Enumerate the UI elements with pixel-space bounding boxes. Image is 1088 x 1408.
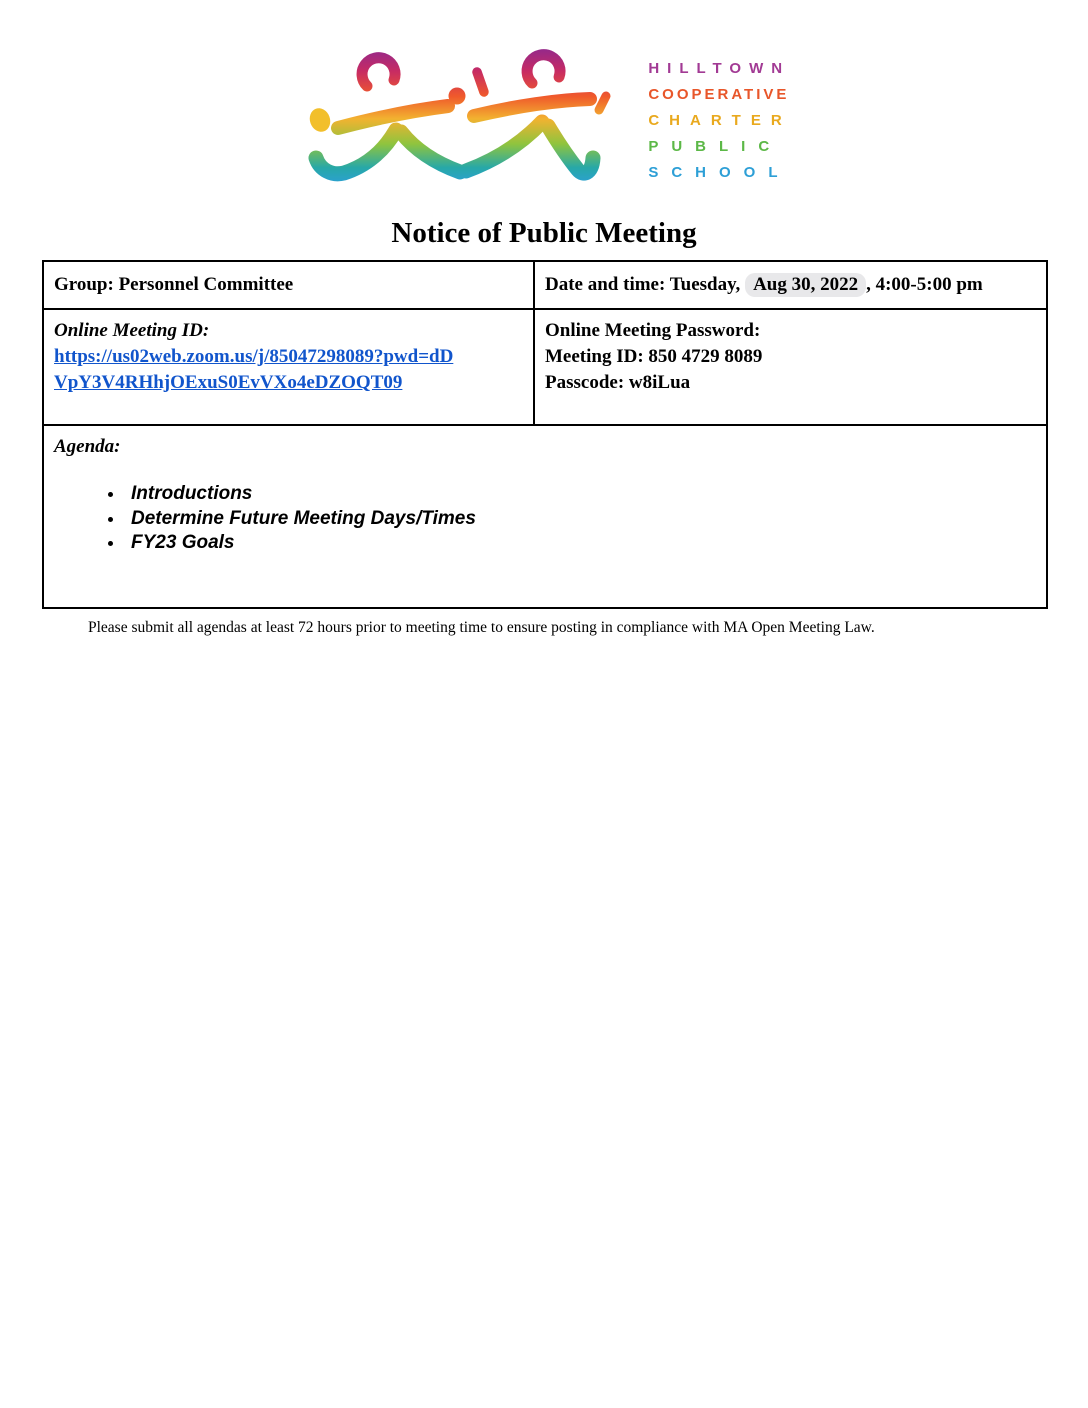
page-title: Notice of Public Meeting [391, 217, 697, 249]
zoom-meeting-link[interactable] [54, 346, 453, 393]
school-name-line: SCHOOL [648, 164, 791, 181]
agenda-item: • Determine Future Meeting Days/Times [125, 507, 1036, 532]
date-cell [534, 261, 1047, 309]
date-prefix: Date and time: Tuesday, [545, 274, 746, 295]
password-cell [534, 309, 1047, 425]
group-cell [43, 261, 534, 309]
school-name-line: HILLTOWN [648, 60, 791, 77]
agenda-item: • Introductions [125, 482, 1036, 507]
agenda-label: Agenda: [54, 436, 121, 457]
school-name-line: CHARTER [648, 112, 792, 129]
zoom-meeting-link-line1: https://us02web.zoom.us/j/85047298089?pwd=dD [54, 346, 454, 367]
dancing-figures-logo-icon [296, 46, 626, 186]
passcode-text: Passcode: w8iLua [545, 372, 691, 393]
compliance-note: Please submit all agendas at least 72 hours prior to meeting time to ensure posting in compliance with MA Open Meeting Law. [88, 619, 875, 636]
meeting-link-cell [43, 309, 534, 425]
agenda-item: • FY23 Goals [125, 531, 1036, 556]
password-label: Online Meeting Password: [545, 320, 761, 341]
school-logo [0, 0, 1088, 186]
group-label: Group: Personnel Committee [54, 274, 294, 295]
school-name-line: PUBLIC [648, 138, 783, 155]
meeting-info-table [42, 260, 1048, 609]
agenda-list [54, 482, 1036, 556]
date-suffix: , 4:00-5:00 pm [866, 274, 983, 295]
school-name-line: COOPERATIVE [648, 86, 790, 103]
online-meeting-id-label: Online Meeting ID: [54, 320, 210, 341]
school-name [648, 46, 791, 186]
zoom-meeting-link-line2: VpY3V4RHhjOExuS0EvVXo4eDZOQT09 [54, 372, 403, 393]
agenda-cell [43, 425, 1047, 608]
meeting-id-text: Meeting ID: 850 4729 8089 [545, 346, 763, 367]
date-highlight-chip: Aug 30, 2022 [745, 273, 866, 297]
